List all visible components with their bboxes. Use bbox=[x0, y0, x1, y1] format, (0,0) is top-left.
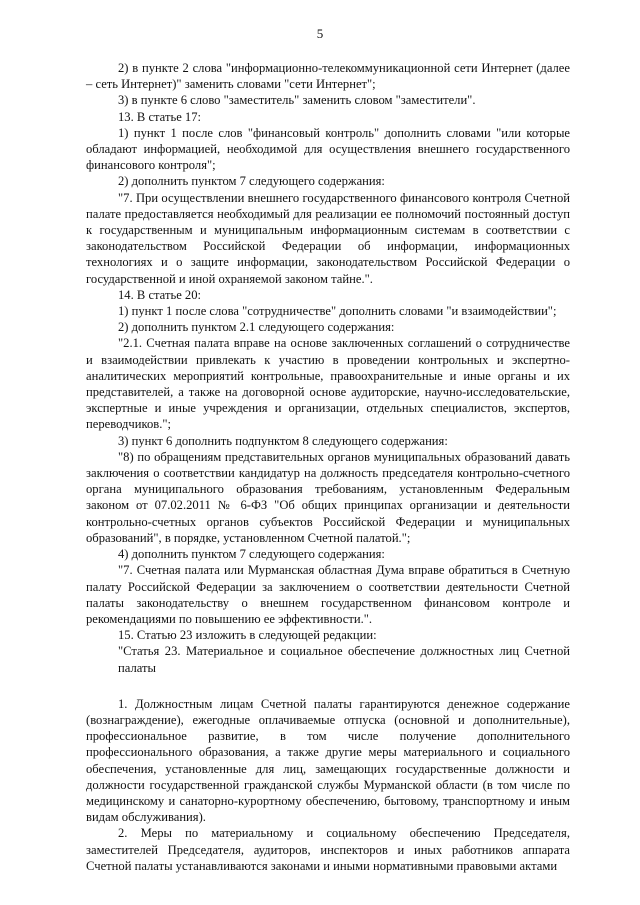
article-paragraph: 2. Меры по материальному и социальному обеспечению Председателя, заместителей Председателя, аудиторов, инспекторов и иных работников аппарата Счетной палаты устанавливаются законами и иными нормативными правовыми актами bbox=[86, 826, 570, 873]
paragraph: 2) дополнить пунктом 7 следующего содержания: bbox=[118, 174, 385, 189]
section-heading: 13. В статье 17: bbox=[118, 109, 202, 124]
paragraph: 3) в пункте 6 слово "заместитель" заменить словом "заместители". bbox=[118, 93, 476, 108]
article-title: "Статья 23. Материальное и социальное обеспечение должностных лиц Счетной палаты bbox=[118, 644, 570, 675]
quoted-paragraph: "7. При осуществлении внешнего государственного финансового контроля Счетной палате предоставляется необходимый для реализации ее полномочий постоянный доступ к государственным и муниципальным информационным системам в соответствии с законодательством Российской Федерации об информации, информационных технологиях и о защите информации, законодательством Российской Федерации о государственной и иной охраняемой законом тайне.". bbox=[86, 190, 570, 286]
section-heading: 15. Статью 23 изложить в следующей редакции: bbox=[118, 628, 377, 643]
quoted-paragraph: "8) по обращениям представительных органов муниципальных образований давать заключения о соответствии кандидатур на должность председателя контрольно-счетного органа муниципального образования требованиям, установленным Федеральным законом от 07.02.2011 № 6-ФЗ "Об общих принципах организации и деятельности контрольно-счетных органов субъектов Российской Федерации и муниципальных образований", в порядке, установленном Счетной палатой."; bbox=[86, 449, 570, 545]
section-heading: 14. В статье 20: bbox=[118, 287, 202, 302]
paragraph: 2) в пункте 2 слова "информационно-телекоммуникационной сети Интернет (далее – сеть Интернет)" заменить словами "сети Интернет"; bbox=[86, 61, 570, 92]
paragraph: 1) пункт 1 после слов "финансовый контроль" дополнить словами "или которые обладают информацией, необходимой для осуществления внешнего государственного финансового контроля"; bbox=[86, 125, 570, 173]
paragraph: 2) дополнить пунктом 2.1 следующего содержания: bbox=[118, 320, 395, 335]
quoted-paragraph: "2.1. Счетная палата вправе на основе заключенных соглашений о сотрудничестве и взаимодействии привлекать к участию в проведении контрольных и экспертно-аналитических мероприятий контрольные, правоохранительные и иные органы и их представителей, а также на договорной основе аудиторские, научно-исследовательские, экспертные и иные учреждения и организации, отдельных специалистов, экспертов, переводчиков."; bbox=[86, 336, 570, 432]
paragraph: 4) дополнить пунктом 7 следующего содержания: bbox=[118, 547, 385, 562]
quoted-paragraph: "7. Счетная палата или Мурманская областная Дума вправе обратиться в Счетную палату Российской Федерации за заключением о соответствии деятельности Счетной палаты законодательству о внешнем государственном финансовом контроле и рекомендациями по повышению ее эффективности.". bbox=[86, 563, 570, 626]
paragraph: 1) пункт 1 после слова "сотрудничестве" дополнить словами "и взаимодействии"; bbox=[118, 304, 557, 319]
paragraph: 3) пункт 6 дополнить подпунктом 8 следующего содержания: bbox=[118, 433, 448, 448]
article-paragraph: 1. Должностным лицам Счетной палаты гарантируются денежное содержание (вознаграждение), ежегодные оплачиваемые отпуска (основной и дополнительные), профессиональное развитие, в том числе получение дополнительного профессионального образования, а также другие меры материального и социального обеспечения, установленные для лиц, замещающих государственные должности и должности государственной гражданской службы Мурманской области (в том числе по медицинскому и санаторно-курортному обеспечению, бытовому, транспортному и иным видам обслуживания). bbox=[86, 696, 570, 825]
document-body bbox=[86, 60, 570, 874]
page-number: 5 bbox=[316, 26, 324, 41]
